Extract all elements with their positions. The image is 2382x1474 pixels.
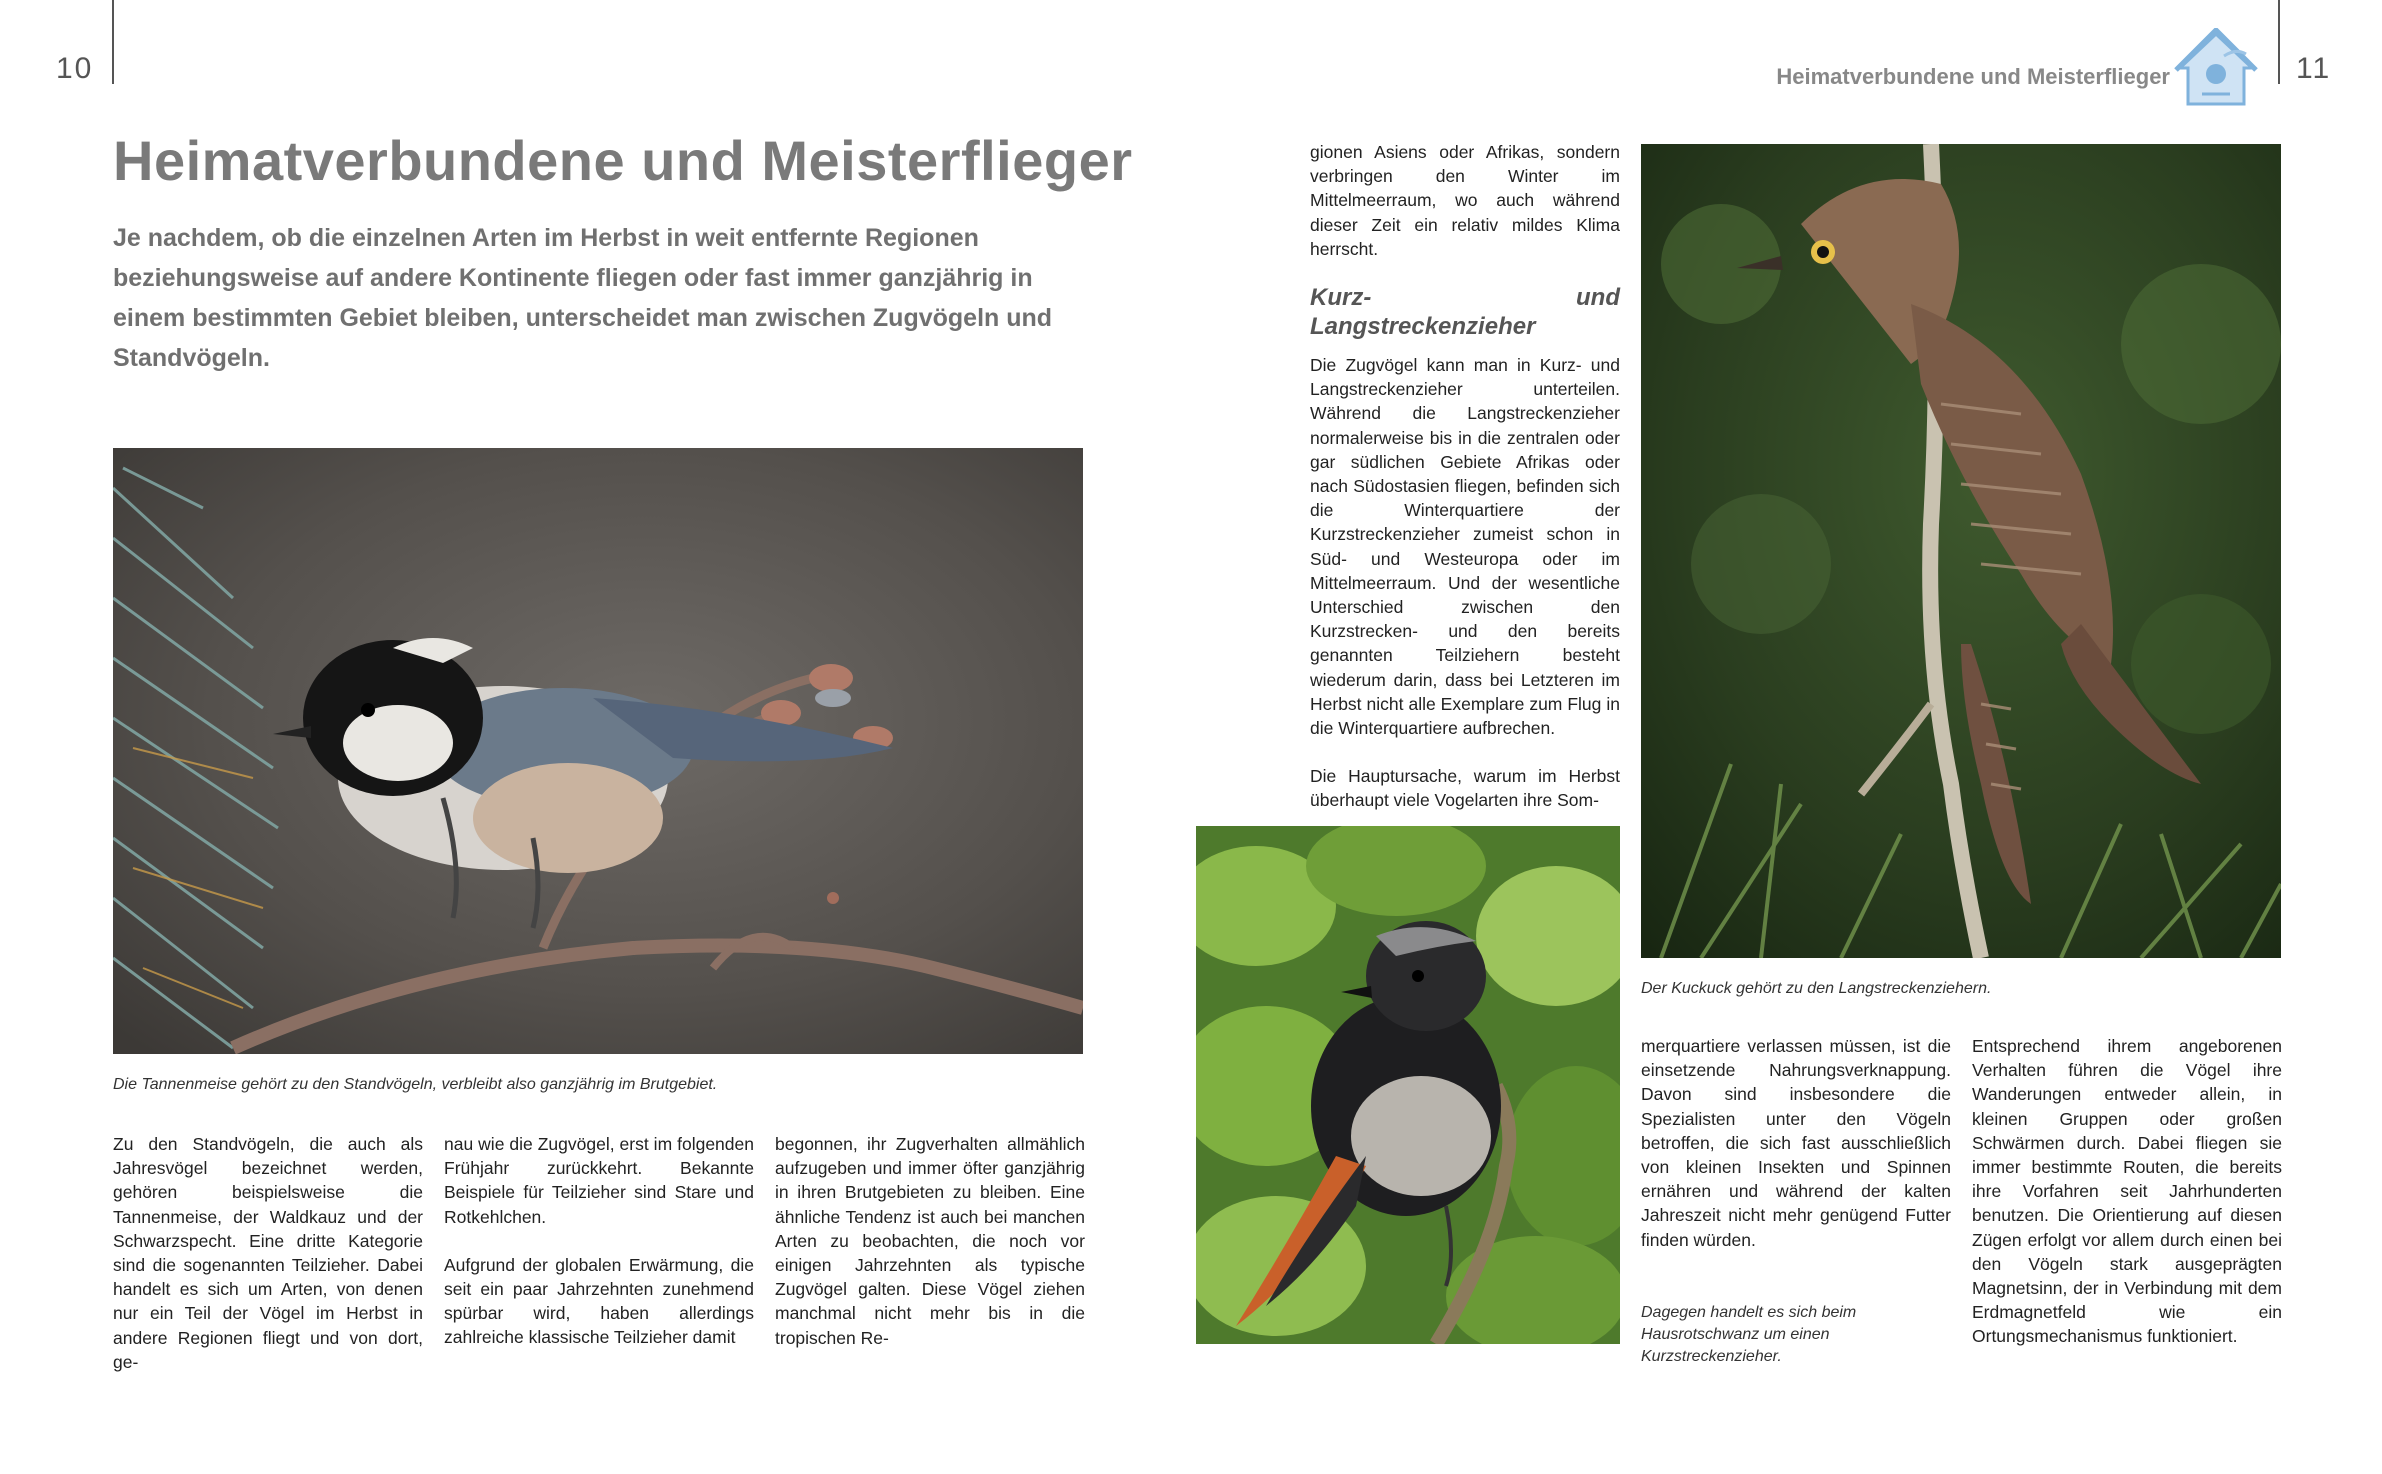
paragraph: begonnen, ihr Zugverhalten allmählich aufzugeben und immer öfter ganzjährig in ihren Brutgebieten zu bleiben. Eine ähnliche Tendenz ist auch bei manchen Arten zu beobachten, die noch vor einigen Jahrzehnten als typische Zugvögel galten. Diese Vögel ziehen manchmal nicht mehr bis in die tropischen Re-: [775, 1134, 1085, 1348]
birdhouse-icon: [2172, 28, 2260, 110]
paragraph: Entsprechend ihrem angeborenen Verhalten führen die Vögel ihre Wanderungen entweder allein, in kleinen Gruppen oder großen Schwärmen durch. Dabei fliegen sie immer bestimmte Routen, die bereits ihre Vorfahren seit Jahrhunderten benutzen. Die Orientierung auf diesen Zügen erfolgt vor allem durch einen bei den Vögeln stark ausgeprägten Magnetsinn, der in Verbindung mit dem Erdmagnetfeld wie ein Ortungsmechanismus funktioniert.: [1972, 1036, 2282, 1347]
paragraph: Die Hauptursache, warum im Herbst überhaupt viele Vogelarten ihre Som-: [1310, 766, 1620, 811]
coal-tit-caption: Die Tannenmeise gehört zu den Standvögeln, verbleibt also ganzjährig im Brutgebiet.: [113, 1076, 718, 1093]
page-rule-right: [2278, 0, 2280, 84]
section-subheading: Kurz- und Langstreckenzieher: [1310, 284, 1620, 341]
paragraph: merquartiere verlassen müssen, ist die einsetzende Nahrungsverknappung. Davon sind insbesondere die Spezialisten unter den Vögeln betroffen, die sich fast ausschließlich von kleinen Insekten und Spinnen ernähren und während der kalten Jahreszeit nicht mehr genügend Futter finden würden.: [1641, 1036, 1951, 1250]
page-number-right: 11: [2296, 52, 2332, 85]
redstart-photo: [1196, 826, 1620, 1344]
body-column-1: [113, 1132, 423, 1374]
cuckoo-caption: Der Kuckuck gehört zu den Langstreckenziehern.: [1641, 980, 1992, 997]
cuckoo-photo: [1641, 144, 2281, 958]
paragraph: Aufgrund der globalen Erwärmung, die seit ein paar Jahrzehnten zunehmend spürbar wird, haben allerdings zahlreiche klassische Teilzieher damit: [444, 1254, 754, 1348]
right-column: [1972, 1034, 2282, 1349]
paragraph: Die Zugvögel kann man in Kurz- und Langstreckenzieher unterteilen. Während die Langstreckenzieher normalerweise bis in die zentralen oder gar südlichen Gebiete Afrikas oder nach Südostasien fliegen, befinden sich die Winterquartiere der Kurzstreckenzieher zumeist schon in Süd- und Westeuropa oder im Mittelmeerraum. Und der wesentliche Unterschied zwischen den Kurzstrecken- und den bereits genannten Teilziehern besteht wiederum darin, dass bei Letzteren im Herbst nicht alle Exemplare zum Flug in die Winterquartiere aufbrechen.: [1310, 355, 1620, 739]
body-column-2: [444, 1132, 754, 1350]
running-head: Heimatverbundene und Meisterflieger: [1776, 64, 2170, 89]
page-rule-left: [112, 0, 114, 84]
page-title: Heimatverbundene und Meisterflieger: [113, 129, 1133, 192]
page-number-left: 10: [56, 52, 94, 85]
middle-column: [1641, 1034, 1951, 1252]
lead-paragraph: Je nachdem, ob die einzelnen Arten im Herbst in weit entfernte Regionen beziehungsweise auf andere Kontinente fliegen oder fast immer ganzjährig in einem bestimmten Gebiet bleiben, unterscheidet man zwischen Zugvögeln und Standvögeln.: [113, 224, 1053, 372]
body-column-3: [775, 1132, 1085, 1350]
paragraph: gionen Asiens oder Afrikas, sondern verbringen den Winter im Mittelmeerraum, wo auch während dieser Zeit ein relativ mildes Klima herrscht.: [1310, 142, 1620, 259]
paragraph: nau wie die Zugvögel, erst im folgenden Frühjahr zurückkehrt. Bekannte Beispiele für Teilzieher sind Stare und Rotkehlchen.: [444, 1134, 754, 1227]
coal-tit-photo: [113, 448, 1083, 1054]
redstart-caption: Dagegen handelt es sich beim Hausrotschwanz um einen Kurzstreckenzieher.: [1641, 1304, 1857, 1365]
narrow-column: [1310, 140, 1620, 813]
paragraph: Zu den Standvögeln, die auch als Jahresvögel bezeichnet werden, gehören beispielsweise die Tannenmeise, der Waldkauz und der Schwarzspecht. Eine dritte Kategorie sind die sogenannten Teilzieher. Dabei handelt es sich um Arten, von denen nur ein Teil der Vögel im Herbst in andere Regionen fliegt und von dort, ge-: [113, 1134, 423, 1372]
